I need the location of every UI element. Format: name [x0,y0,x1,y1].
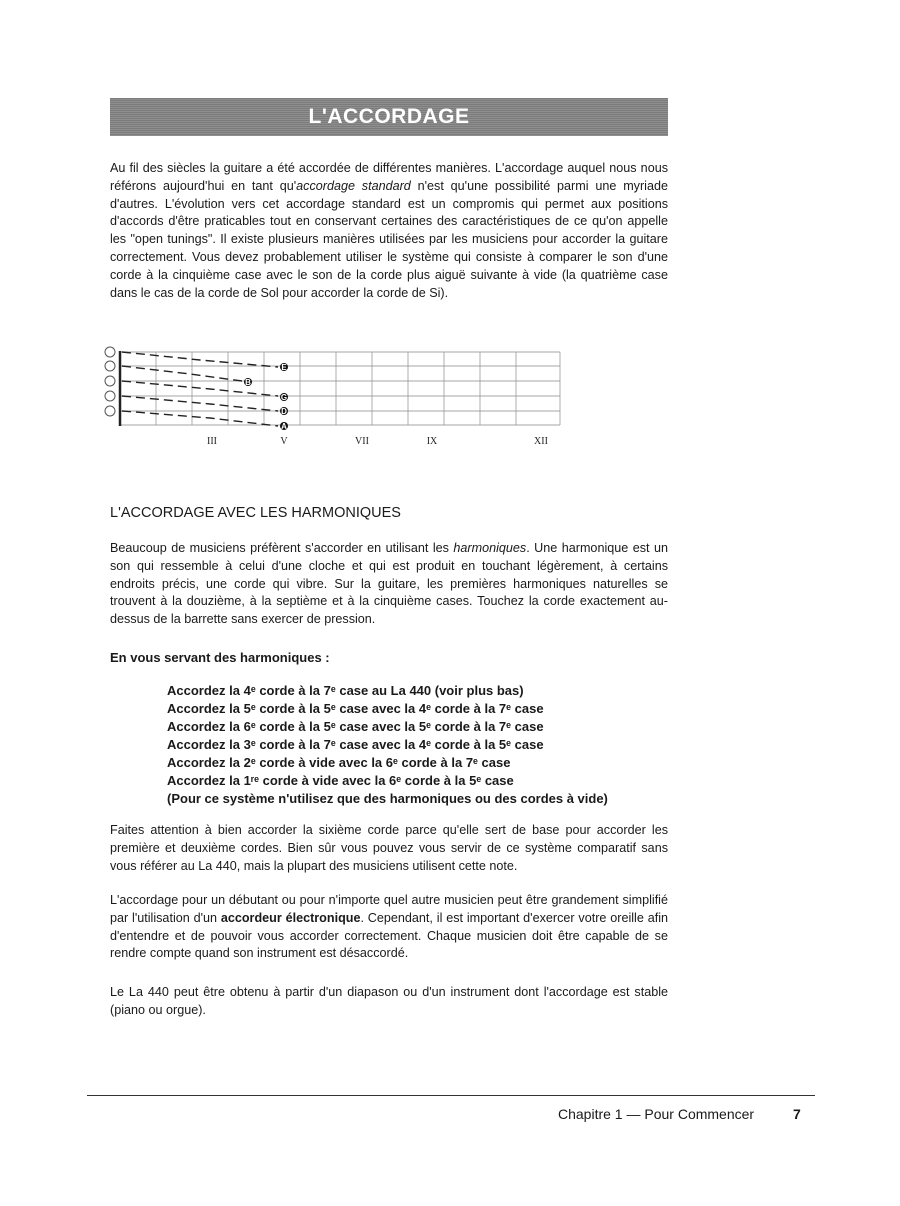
note-label-b: B [245,378,251,387]
attention-paragraph: Faites attention à bien accorder la sixième corde parce qu'elle sert de base pour accorder les première et deuxième cordes. Bien sûr vous pouvez vous servir de ce système comparatif sans vous référer au La 440, mais la plupart des musiciens utilisent cette note. [110,823,668,873]
fret-label-xii: XII [534,436,548,447]
tuning-path [122,366,242,381]
tuning-step: Accordez la 4ᵉ corde à la 7ᵉ case au La 440 (voir plus bas) [167,683,524,698]
harmonics-text-2: . Une harmonique est un son qui ressemble à celui d'une cloche et qui est produit en touchant légèrement, à certains endroits précis, une corde qui vibre. Sur la guitare, les premières harmoniques naturelles se trouvent à la douzième, à la septième et à la cinquième cases. Touchez la corde exactement au-dessus de la barrette sans exercer de pression. [110,541,668,627]
fret-label-ix: IX [426,436,438,447]
fretboard-diagram [100,346,570,452]
tuning-step: Accordez la 6ᵉ corde à la 5ᵉ case avec la 5ᵉ corde à la 7ᵉ case [167,719,544,734]
open-string-circle [105,361,115,371]
fret-label-v: V [280,436,288,447]
intro-emphasis: accordage standard [296,178,411,193]
footer-divider [87,1095,815,1096]
la440-paragraph: Le La 440 peut être obtenu à partir d'un diapason ou d'un instrument dont l'accordage est stable (piano ou orgue). [110,985,668,1017]
intro-paragraph [110,160,668,302]
tuning-path [122,396,278,411]
tuning-dashes [122,352,278,426]
beginner-text-2: . Cependant, il est important d'exercer votre oreille afin d'entendre et de pouvoir vous accorder correctement. Chaque musicien doit être capable de se rendre compte quand son instrument est désaccordé. [110,910,668,961]
tuning-path [122,381,278,396]
footer-chapter: Chapitre 1 — Pour Commencer [558,1106,755,1122]
note-label-e: E [281,363,287,372]
tuning-step: Accordez la 3ᵉ corde à la 7ᵉ case avec la 4ᵉ corde à la 5ᵉ case [167,737,544,752]
page-title-banner [110,98,668,136]
beginner-paragraph [110,892,668,963]
tuning-path [122,352,278,367]
section-title-harmonics: L'ACCORDAGE AVEC LES HARMONIQUES [110,505,401,521]
note-label-a: A [281,422,287,431]
tuning-step: Accordez la 2ᵉ corde à vide avec la 6ᵉ corde à la 7ᵉ case [167,755,511,770]
fret-label-vii: VII [355,436,369,447]
intro-text-1: Au fil des siècles la guitare a été accordée de différentes manières. L'accordage auquel nous nous référons aujourd'hui en tant qu' [110,161,668,193]
note-label-d: D [281,407,287,416]
harmonics-text-1: Beaucoup de musiciens préfèrent s'accorder en utilisant les [110,541,454,555]
harmonics-emphasis: harmoniques [453,541,527,555]
fretboard-frets [120,351,560,426]
tuning-steps-list [167,682,608,808]
harmonics-paragraph [110,540,668,629]
tuning-path [122,411,278,426]
fretboard-strings [120,352,560,425]
beginner-bold: accordeur électronique [220,910,361,925]
open-string-circle [105,406,115,416]
fret-numbers [207,436,548,447]
beginner-text-1: L'accordage pour un débutant ou pour n'importe quel autre musicien peut être grandement simplifié par l'utilisation d'un [110,893,668,925]
tuning-step: Accordez la 5ᵉ corde à la 5ᵉ case avec la 4ᵉ corde à la 7ᵉ case [167,701,544,716]
note-labels [245,363,287,431]
tuning-step: Accordez la 1ʳᵉ corde à vide avec la 6ᵉ corde à la 5ᵉ case [167,773,514,788]
page-title: L'ACCORDAGE [308,105,470,128]
fret-label-iii: III [207,436,217,447]
open-string-circle [105,347,115,357]
open-string-circles [105,347,115,416]
page-number: 7 [793,1106,801,1122]
open-string-circle [105,391,115,401]
note-label-g: G [280,393,288,402]
intro-text-2: n'est qu'une possibilité parmi une myriade d'autres. L'évolution vers cet accordage standard est un compromis qui permet aux positions d'accords d'être praticables tout en conservant certaines des caractéristiques de ce qu'on appelle les "open tunings". Il existe plusieurs manières utilisées par les musiciens pour accorder la guitare correctement. Vous devez probablement utiliser le système qui consiste à comparer le son d'une corde à la cinquième case avec le son de la corde plus aiguë suivante à vide (la quatrième case dans le cas de la corde de Sol pour accorder la corde de Si). [110,178,668,300]
tuning-step: (Pour ce système n'utilisez que des harmoniques ou des cordes à vide) [167,791,608,806]
open-string-circle [105,376,115,386]
harmonics-lead: En vous servant des harmoniques : [110,650,330,665]
